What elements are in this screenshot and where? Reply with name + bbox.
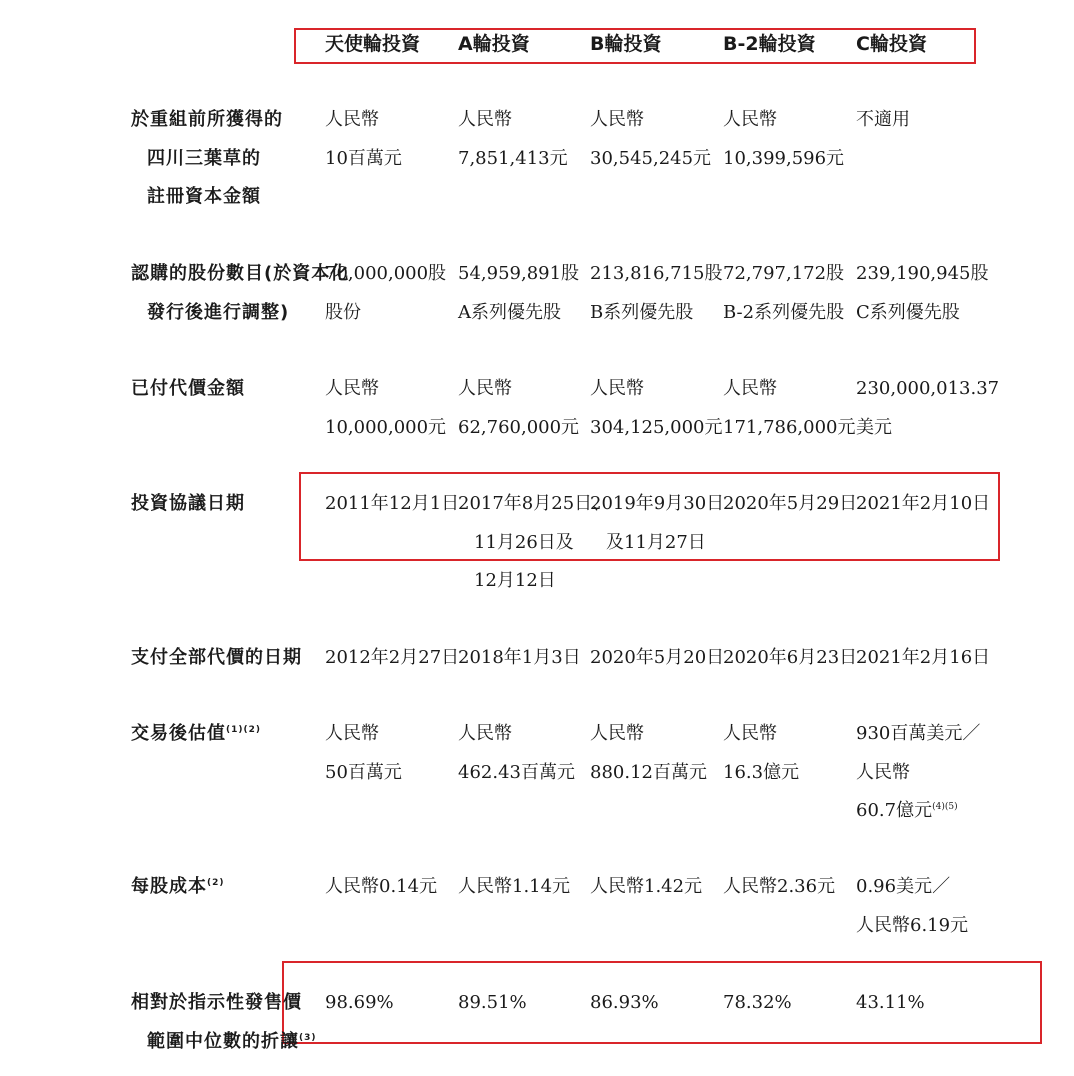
- cell-discount-b2: [723, 984, 792, 1023]
- cell-payment-b2: [723, 639, 857, 678]
- cell-line: 美元: [856, 416, 892, 438]
- cell-line: 人民幣: [458, 378, 512, 399]
- label-line: [131, 868, 225, 907]
- row-label-registered-capital: [131, 101, 283, 217]
- header-angel-round: 天使輪投資: [325, 33, 421, 55]
- label-line: 已付代價金額: [131, 378, 245, 399]
- cell-valuation-a: [458, 715, 575, 792]
- cell-line: 股份: [325, 301, 361, 323]
- cell-agreement-b: [590, 485, 724, 562]
- cell-discount-b: [590, 984, 659, 1023]
- cell-cost-b2: [723, 868, 835, 907]
- cell-agreement-angel: [325, 485, 459, 524]
- cell-line: 人民幣: [723, 109, 777, 130]
- cell-registered-capital-c: [856, 101, 910, 140]
- label-text: 每股成本: [131, 876, 207, 897]
- label-text: 交易後估值: [131, 723, 226, 744]
- cell-consideration-b: [590, 370, 723, 447]
- cell-line: 人民幣: [590, 109, 644, 130]
- cell-line: 人民幣2.36元: [723, 876, 836, 897]
- cell-line: 304,125,000元: [590, 416, 723, 438]
- cell-line: 人民幣: [590, 723, 644, 744]
- cell-shares-b: [590, 255, 723, 332]
- label-line: 支付全部代價的日期: [131, 647, 302, 668]
- discount-highlight-box: [282, 961, 1042, 1044]
- cell-line: 89.51%: [458, 992, 527, 1013]
- cell-line: 239,190,945股: [856, 263, 989, 284]
- cell-line: 2017年8月25日、: [458, 493, 611, 514]
- cell-payment-b: [590, 639, 724, 678]
- cell-shares-angel: [325, 255, 446, 332]
- cell-consideration-angel: [325, 370, 446, 447]
- row-label-post-money-valuation: [131, 715, 261, 754]
- cell-consideration-a: [458, 370, 579, 447]
- row-label-agreement-date: [131, 485, 245, 524]
- label-line: 投資協議日期: [131, 493, 245, 514]
- cell-line: 50百萬元: [325, 761, 402, 783]
- header-series-b2: B-2輪投資: [723, 33, 816, 55]
- cell-line: 213,816,715股: [590, 263, 723, 284]
- cell-line: 462.43百萬元: [458, 761, 575, 783]
- cell-line: 人民幣: [325, 109, 379, 130]
- row-label-consideration-paid: [131, 370, 245, 409]
- cell-line: 人民幣: [723, 378, 777, 399]
- cell-line: 30,545,245元: [590, 147, 712, 169]
- cell-line: 230,000,013.37: [856, 378, 1000, 399]
- footnote-marker: (2): [207, 878, 225, 888]
- cell-valuation-b2: [723, 715, 799, 792]
- label-line: 四川三葉草的: [147, 147, 261, 169]
- cell-line: 人民幣1.42元: [590, 876, 703, 897]
- cell-line: 72,797,172股: [723, 263, 845, 284]
- cell-line: 人民幣: [723, 723, 777, 744]
- cell-line: 70,000,000股: [325, 263, 447, 284]
- cell-line: 不適用: [856, 109, 910, 130]
- cell-line: 43.11%: [856, 992, 925, 1013]
- cell-cost-c: [856, 868, 968, 945]
- cell-line: 人民幣: [458, 109, 512, 130]
- cell-text: 60.7億元: [856, 800, 933, 821]
- cell-discount-a: [458, 984, 527, 1023]
- cell-line: 人民幣: [590, 378, 644, 399]
- cell-line: 人民幣: [856, 761, 910, 783]
- cell-line: 54,959,891股: [458, 263, 580, 284]
- cell-discount-c: [856, 984, 925, 1023]
- label-line: [131, 1023, 317, 1062]
- cell-line: 11月26日及: [474, 531, 574, 553]
- cell-registered-capital-a: [458, 101, 568, 178]
- header-series-c: C輪投資: [856, 33, 927, 55]
- cell-line: 2021年2月16日: [856, 647, 991, 668]
- header-series-a: A輪投資: [458, 33, 530, 55]
- cell-line: 880.12百萬元: [590, 761, 707, 783]
- label-line: 發行後進行調整): [147, 301, 290, 323]
- cell-payment-c: [856, 639, 990, 678]
- row-label-full-payment-date: [131, 639, 302, 678]
- cell-registered-capital-angel: [325, 101, 402, 178]
- cell-registered-capital-b: [590, 101, 711, 178]
- footnote-marker: (3): [299, 1032, 317, 1043]
- cell-line: 2018年1月3日: [458, 647, 581, 668]
- cell-consideration-b2: [723, 370, 856, 447]
- label-line: 相對於指示性發售價: [131, 992, 302, 1013]
- cell-line: 人民幣: [325, 723, 379, 744]
- cell-line: 7,851,413元: [458, 147, 568, 169]
- label-text: 範圍中位數的折讓: [147, 1030, 299, 1052]
- cell-line: 62,760,000元: [458, 416, 580, 438]
- cell-line: 2012年2月27日: [325, 647, 460, 668]
- cell-registered-capital-b2: [723, 101, 844, 178]
- cell-shares-b2: [723, 255, 844, 332]
- cell-line: 人民幣: [458, 723, 512, 744]
- cell-line: 78.32%: [723, 992, 792, 1013]
- cell-consideration-c: [856, 370, 999, 447]
- cell-payment-a: [458, 639, 581, 678]
- cell-line: 及11月27日: [606, 531, 706, 553]
- cell-line: 2020年6月23日: [723, 647, 858, 668]
- cell-shares-a: [458, 255, 579, 332]
- footnote-marker: (4)(5): [932, 802, 958, 812]
- cell-line: 12月12日: [474, 570, 556, 591]
- row-label-discount: [131, 984, 317, 1061]
- cell-line: 人民幣6.19元: [856, 914, 969, 936]
- cell-cost-a: [458, 868, 570, 907]
- cell-line: 16.3億元: [723, 761, 800, 783]
- label-line: [131, 715, 261, 754]
- cell-line: 10百萬元: [325, 147, 402, 169]
- cell-line: 2011年12月1日: [325, 493, 460, 514]
- cell-line: [856, 792, 980, 831]
- cell-line: 2021年2月10日: [856, 493, 991, 514]
- cell-cost-angel: [325, 868, 437, 907]
- label-line: 註冊資本金額: [147, 186, 261, 207]
- cell-line: 930百萬美元／: [856, 723, 981, 744]
- cell-valuation-c: [856, 715, 980, 831]
- cell-line: 10,399,596元: [723, 147, 845, 169]
- cell-line: 86.93%: [590, 992, 659, 1013]
- footnote-marker: (1)(2): [226, 725, 261, 735]
- cell-line: 171,786,000元: [723, 416, 856, 438]
- cell-line: B系列優先股: [590, 301, 694, 323]
- cell-line: 2020年5月20日: [590, 647, 725, 668]
- cell-valuation-angel: [325, 715, 402, 792]
- cell-line: 人民幣0.14元: [325, 876, 438, 897]
- cell-valuation-b: [590, 715, 707, 792]
- row-label-cost-per-share: [131, 868, 225, 907]
- cell-agreement-c: [856, 485, 990, 524]
- cell-line: 0.96美元／: [856, 876, 951, 897]
- label-line: 於重組前所獲得的: [131, 109, 283, 130]
- cell-line: C系列優先股: [856, 301, 960, 323]
- label-line: 認購的股份數目(於資本化: [131, 263, 350, 284]
- row-label-shares-subscribed: [131, 255, 349, 332]
- cell-line: 2020年5月29日: [723, 493, 858, 514]
- cell-line: A系列優先股: [458, 301, 561, 323]
- cell-line: B-2系列優先股: [723, 301, 845, 323]
- cell-discount-angel: [325, 984, 394, 1023]
- cell-line: 2019年9月30日: [590, 493, 725, 514]
- cell-agreement-a: [458, 485, 610, 601]
- cell-cost-b: [590, 868, 702, 907]
- cell-shares-c: [856, 255, 989, 332]
- cell-line: 人民幣1.14元: [458, 876, 571, 897]
- cell-line: 10,000,000元: [325, 416, 447, 438]
- cell-line: 人民幣: [325, 378, 379, 399]
- header-series-b: B輪投資: [590, 33, 662, 55]
- cell-line: 98.69%: [325, 992, 394, 1013]
- cell-agreement-b2: [723, 485, 857, 524]
- cell-payment-angel: [325, 639, 459, 678]
